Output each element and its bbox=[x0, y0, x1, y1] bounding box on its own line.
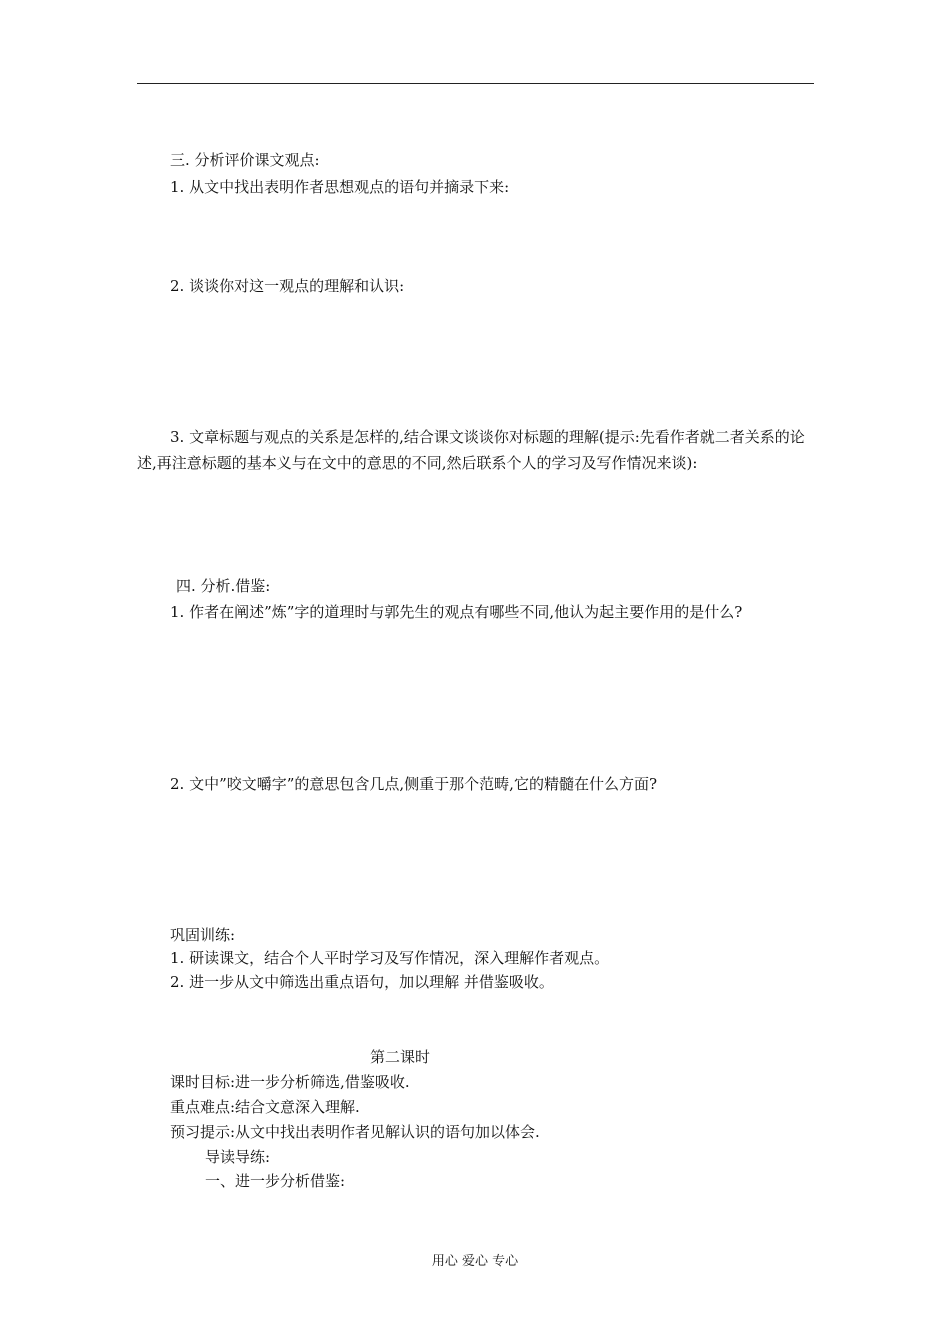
lesson2-goal: 课时目标:进一步分析筛选,借鉴吸收. bbox=[170, 1073, 410, 1091]
section4-heading: 四. 分析.借鉴: bbox=[176, 577, 271, 595]
lesson2-part1: 一、进一步分析借鉴: bbox=[205, 1172, 346, 1190]
section3-question-3: 3. 文章标题与观点的关系是怎样的,结合课文谈谈你对标题的理解(提示:先看作者就二者关系的论述,再注意标题的基本义与在文中的意思的不同,然后联系个人的学习及写作情况来谈): bbox=[137, 428, 805, 472]
section4-question-1: 1. 作者在阐述”炼”字的道理时与郭先生的观点有哪些不同,他认为起主要作用的是什么? bbox=[170, 603, 743, 621]
header-rule bbox=[137, 83, 814, 84]
practice-item-2: 2. 进一步从文中筛选出重点语句，加以理解 并借鉴吸收。 bbox=[170, 973, 554, 991]
lesson2-preview: 预习提示:从文中找出表明作者见解认识的语句加以体会. bbox=[170, 1123, 540, 1141]
lesson2-focus: 重点难点:结合文意深入理解. bbox=[170, 1098, 360, 1116]
practice-item-1: 1. 研读课文，结合个人平时学习及写作情况，深入理解作者观点。 bbox=[170, 949, 610, 967]
lesson2-guide: 导读导练: bbox=[205, 1148, 271, 1166]
lesson2-title: 第二课时 bbox=[370, 1048, 431, 1066]
page-footer: 用心 爱心 专心 bbox=[431, 1254, 519, 1269]
section4-question-2: 2. 文中”咬文嚼字”的意思包含几点,侧重于那个范畴,它的精髓在什么方面? bbox=[170, 775, 657, 793]
section3-question-1: 1. 从文中找出表明作者思想观点的语句并摘录下来: bbox=[170, 178, 510, 196]
section3-question-2: 2. 谈谈你对这一观点的理解和认识: bbox=[170, 277, 405, 295]
practice-heading: 巩固训练: bbox=[170, 926, 236, 944]
section3-heading: 三. 分析评价课文观点: bbox=[170, 151, 320, 169]
